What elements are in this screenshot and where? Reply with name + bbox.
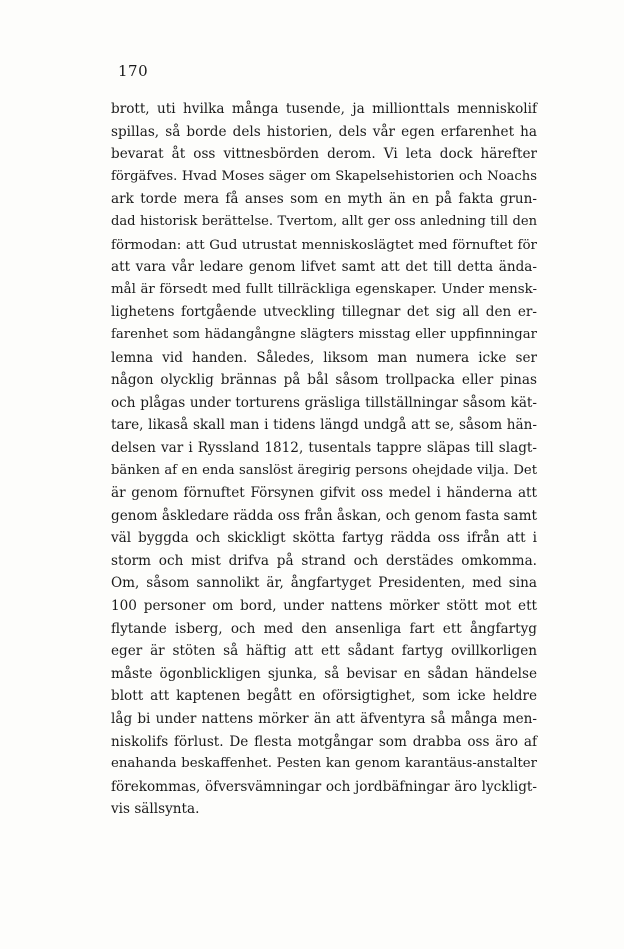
text-line: lighetens fortgående utveckling tillegnar det sig all den er- (111, 304, 537, 321)
page-number: 170 (118, 62, 149, 80)
text-line: delsen var i Ryssland 1812, tusentals tappre släpas till slagt- (111, 439, 537, 456)
text-line: spillas, så borde dels historien, dels vår egen erfarenhet ha (111, 123, 537, 140)
text-line: dad historisk berättelse. Tvertom, allt ger oss anledning till den (111, 213, 537, 229)
text-line: någon olycklig brännas på bål såsom trollpacka eller pinas (111, 372, 537, 389)
text-line: låg bi under nattens mörker än att äfventyra så många men- (111, 711, 537, 728)
text-line: flytande isberg, och med den ansenliga fart ett ångfartyg (111, 620, 537, 637)
text-line: blott att kaptenen begått en oförsigtighet, som icke heldre (111, 688, 537, 705)
text-line: förmodan: att Gud utrustat menniskoslägtet med förnuftet för (111, 236, 537, 253)
text-line: förgäfves. Hvad Moses säger om Skapelsehistorien och Noachs (111, 168, 537, 184)
text-line: att vara vår ledare genom lifvet samt att det till detta ända- (111, 259, 537, 276)
text-line: storm och mist drifva på strand och derstädes omkomma. (111, 552, 537, 569)
text-line: genom åskledare rädda oss från åskan, och genom fasta samt (111, 507, 537, 524)
text-line: förekommas, öfversvämningar och jordbäfningar äro lyckligt- (111, 778, 537, 795)
text-line: mål är försedt med fullt tillräckliga egenskaper. Under mensk- (111, 281, 537, 297)
text-line: enahanda beskaffenhet. Pesten kan genom karantäus-anstalter (111, 756, 537, 772)
text-line: eger är stöten så häftig att ett sådant fartyg ovillkorligen (111, 643, 537, 660)
text-line: bevarat åt oss vittnesbörden derom. Vi leta dock härefter (111, 146, 537, 163)
text-line: lemna vid handen. Således, liksom man numera icke ser (111, 349, 537, 366)
text-line: niskolifs förlust. De flesta motgångar som drabba oss äro af (111, 733, 537, 750)
text-line: farenhet som hädangångne slägters misstag eller uppfinningar (111, 326, 537, 342)
text-line: måste ögonblickligen sjunka, så bevisar en sådan händelse (111, 665, 537, 682)
text-line: 100 personer om bord, under nattens mörker stött mot ett (111, 598, 537, 615)
text-line: Om, såsom sannolikt är, ångfartyget Presidenten, med sina (111, 575, 537, 592)
text-line: vis sällsynta. (111, 801, 200, 818)
text-line: bänken af en enda sanslöst äregirig persons ohejdade vilja. Det (111, 462, 537, 478)
text-line: är genom förnuftet Försynen gifvit oss medel i händerna att (111, 485, 537, 502)
text-line: och plågas under torturens gräsliga tillställningar såsom kät- (111, 394, 537, 411)
text-line: brott, uti hvilka många tusende, ja millionttals menniskolif (111, 101, 537, 117)
text-line: väl byggda och skickligt skötta fartyg rädda oss ifrån att i (111, 530, 537, 547)
text-line: tare, likaså skall man i tidens längd undgå att se, såsom hän- (111, 417, 537, 434)
text-line: ark torde mera få anses som en myth än en på fakta grun- (111, 191, 537, 208)
body-text (111, 98, 537, 821)
